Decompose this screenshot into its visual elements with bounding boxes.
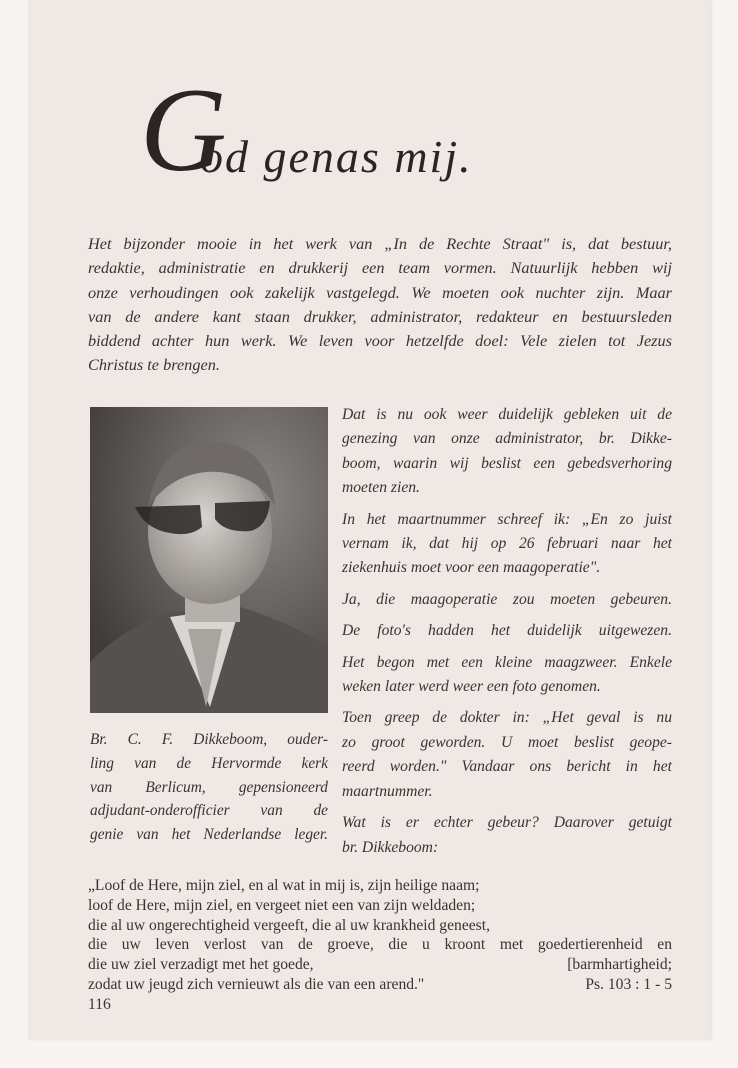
quote-line: „Loof de Here, mijn ziel, en al wat in mij is, zijn heilige naam;	[88, 877, 480, 894]
caption-line: ling van de Hervormde kerk	[90, 754, 328, 772]
quote-line	[88, 955, 672, 975]
text-line: ziekenhuis moet voor een maagoperatie".	[342, 559, 601, 577]
text-line: van de andere kant staan drukker, administrator, redakteur en bestuursleden	[88, 306, 672, 326]
portrait-photo	[90, 407, 328, 713]
text-line: In het maartnummer schreef ik: „En zo juist	[342, 510, 672, 528]
text-line: Christus te brengen.	[88, 355, 220, 375]
text-line: Het begon met een kleine maagzweer. Enkele	[342, 653, 672, 671]
scripture-reference: Ps. 103 : 1 - 5	[585, 975, 672, 993]
caption-line: van Berlicum, gepensioneerd	[90, 778, 328, 796]
text-line: weken later werd weer een foto genomen.	[342, 678, 601, 696]
caption-line: adjudant-onderofficier van de	[90, 802, 328, 820]
quote-line	[88, 975, 672, 995]
text-line: reerd worden." Vandaar ons bericht in het	[342, 758, 672, 776]
text-line: maartnummer.	[342, 782, 433, 800]
text-line: boom, waarin wij beslist een gebedsverhoring	[342, 454, 672, 472]
text-line: biddend achter hun werk. We leven voor hetzelfde doel: Vele zielen tot Jezus	[88, 331, 672, 351]
psalm-quote	[88, 876, 672, 1015]
intro-paragraph	[88, 232, 672, 378]
text-line: zo groot geworden. U moet beslist geope-	[342, 733, 672, 751]
text-line: onze verhoudingen ook zakelijk vastgelegd. We moeten ook nuchter zijn. Maar	[88, 282, 672, 302]
text-line: genezing van onze administrator, br. Dikke-	[342, 430, 672, 448]
photo-caption	[90, 728, 328, 847]
text-line: br. Dikkeboom:	[342, 838, 439, 856]
portrait-image	[90, 407, 328, 713]
caption-line: genie van het Nederlandse leger.	[90, 826, 328, 844]
quote-text: die uw ziel verzadigt met het goede,	[88, 956, 314, 974]
text-line: redaktie, administratie en drukkerij een team vormen. Natuurlijk hebben wij	[88, 258, 672, 278]
quote-line: die al uw ongerechtigheid vergeeft, die al uw krankheid geneest,	[88, 916, 490, 934]
text-line: Dat is nu ook weer duidelijk gebleken uit de	[342, 406, 672, 423]
title-initial: G	[140, 63, 227, 196]
title-text: od genas mij.	[200, 131, 473, 182]
quote-text: zodat uw jeugd zich vernieuwt als die van een arend."	[88, 975, 425, 993]
text-line: Het bijzonder mooie in het werk van „In de Rechte Straat" is, dat bestuur,	[88, 234, 672, 253]
text-line: Ja, die maagoperatie zou moeten gebeuren.	[342, 590, 672, 608]
right-column-text	[342, 403, 672, 860]
text-line: moeten zien.	[342, 479, 420, 497]
quote-line: loof de Here, mijn ziel, en vergeet niet een van zijn weldaden;	[88, 896, 476, 914]
quote-continuation: [barmhartigheid;	[567, 956, 672, 974]
text-line: vernam ik, dat hij op 26 februari naar het	[342, 535, 672, 553]
text-line: Wat is er echter gebeur? Daarover getuigt	[342, 814, 672, 832]
quote-line: die uw leven verlost van de groeve, die u kroont met goedertierenheid en	[88, 936, 672, 954]
page-number: 116	[88, 995, 111, 1013]
text-line: Toen greep de dokter in: „Het geval is nu	[342, 709, 672, 727]
text-line: De foto's hadden het duidelijk uitgewezen.	[342, 622, 672, 640]
caption-line: Br. C. F. Dikkeboom, ouder-	[90, 731, 328, 748]
